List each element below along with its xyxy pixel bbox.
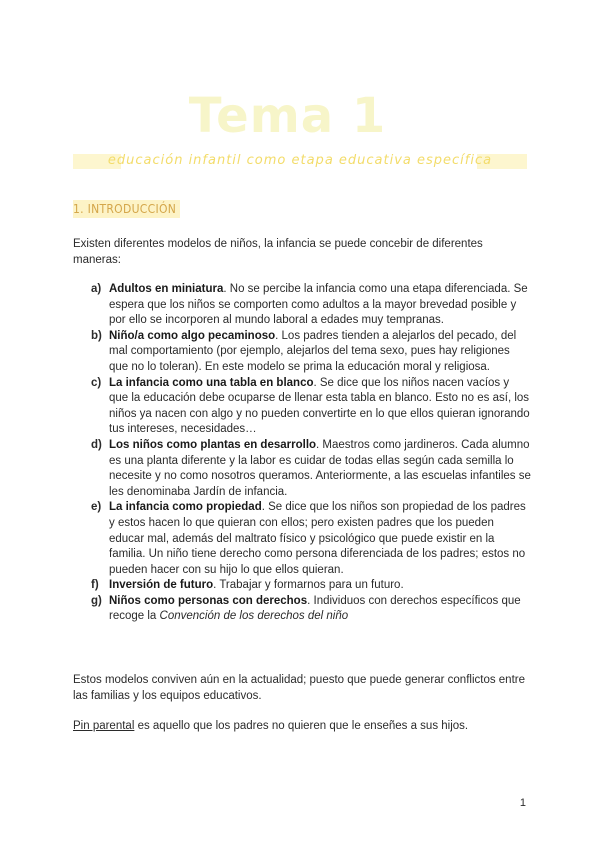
- list-item-term: La infancia como una tabla en blanco: [109, 376, 314, 389]
- subtitle-banner: [73, 154, 527, 171]
- list-item: [91, 500, 531, 578]
- list-item-text: . Los padres tienden a alejarlos del pecado, del mal comportamiento (por ejemplo, alejarlos del tema sexo, pues hay religiones que no lo toleran). En este modelo se prima la educación moral y religiosa.: [109, 329, 517, 373]
- page-number: 1: [519, 797, 526, 809]
- list-item-text: . Se dice que los niños nacen vacíos y que la educación debe ocuparse de llenar esta tabla en blanco. Esto no es así, los niños ya nacen con algo y no pueden convertirte en lo que ellos quieran ignorando tus intereses, necesidades…: [109, 376, 530, 436]
- list-item-term: Adultos en miniatura: [109, 283, 224, 295]
- list-item-text: . Trabajar y formarnos para un futuro.: [213, 579, 404, 592]
- section-heading-text: 1. INTRODUCCIÓN: [73, 202, 177, 216]
- list-marker: a): [91, 283, 102, 295]
- outro-paragraph: Estos modelos conviven aún en la actualidad; puesto que puede generar conflictos entre las familias y los equipos educativos.: [73, 674, 525, 702]
- list-item-text: . Se dice que los niños son propiedad de los padres y estos hacen lo que quieran con ellos; pero existen padres que los pueden educar mal, además del maltrato físico y psicológico que puede existir en la familia. Un niño tiene derecho como persona diferenciada de los padres; estos no pueden hacer con su hijo lo que ellos quieran.: [109, 501, 526, 576]
- list-item: [91, 329, 531, 376]
- document-title: Tema 1: [188, 88, 387, 144]
- list-marker: d): [91, 438, 102, 451]
- pin-parental-text: es aquello que los padres no quieren que le enseñes a sus hijos.: [134, 720, 469, 732]
- document-subtitle: educación infantil como etapa educativa específica: [107, 153, 493, 168]
- list-item: [91, 578, 531, 594]
- list-marker: g): [91, 594, 102, 607]
- list-item: [91, 594, 531, 625]
- list-item-text: . No se percibe la infancia como una etapa diferenciada. Se espera que los niños se comporten como adultos a la mayor brevedad posible y por ello se incorporen al mundo laboral a edades muy tempranas.: [109, 283, 528, 327]
- list-item-term: Niño/a como algo pecaminoso: [109, 329, 276, 342]
- list-item-text: . Maestros como jardineros. Cada alumno es una planta diferente y la labor es cuidar de todas ellas según cada semilla lo necesite y no como nosotros queramos. Anteriormente, a las escuelas infantiles se les denominaba Jardín de infancia.: [109, 438, 531, 498]
- list-marker: f): [91, 579, 99, 592]
- list-item-term: La infancia como propiedad: [109, 501, 262, 514]
- section-heading: [73, 200, 180, 218]
- list-marker: e): [91, 501, 102, 514]
- models-list: [91, 282, 531, 625]
- list-item-term: Niños como personas con derechos: [109, 594, 308, 607]
- list-item-text: . Individuos con derechos específicos que recoge la: [109, 594, 521, 623]
- list-item: [91, 438, 531, 500]
- list-item-term: Los niños como plantas en desarrollo: [109, 438, 317, 451]
- list-marker: c): [91, 376, 102, 389]
- list-item: [91, 282, 531, 329]
- list-item: [91, 376, 531, 438]
- pin-parental-paragraph: [73, 718, 528, 734]
- list-marker: b): [91, 329, 102, 342]
- list-item-citation: Convención de los derechos del niño: [159, 610, 349, 623]
- pin-parental-term: Pin parental: [73, 720, 135, 732]
- list-item-term: Inversión de futuro: [109, 579, 214, 592]
- intro-paragraph: Existen diferentes modelos de niños, la infancia se puede concebir de diferentes maneras:: [73, 238, 483, 266]
